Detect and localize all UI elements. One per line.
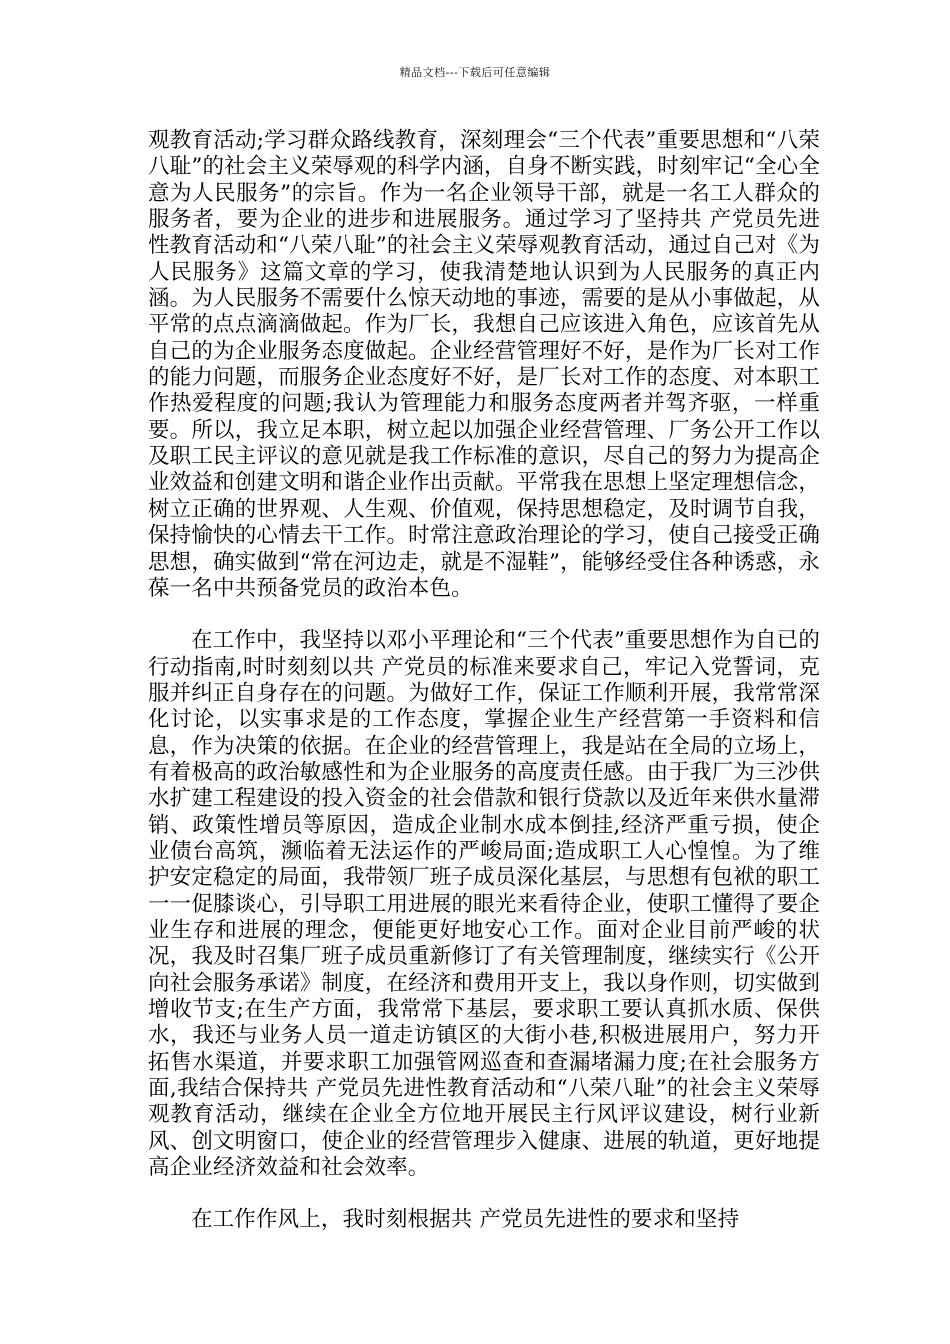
- document-body: [148, 128, 820, 1234]
- paragraph-1: 观教育活动;学习群众路线教育，深刻理会“三个代表”重要思想和“八荣八耻”的社会主义荣辱观的科学内涵，自身不断实践，时刻牢记“全心全意为人民服务”的宗旨。作为一名企业领导干部，就是一名工人群众的服务者，要为企业的进步和进展服务。通过学习了坚持共 产党员先进性教育活动和“八荣八耻”的社会主义荣辱观教育活动，通过自己对《为人民服务》这篇文章的学习，使我清楚地认识到为人民服务的真正内涵。为人民服务不需要什么惊天动地的事迹，需要的是从小事做起，从平常的点点滴滴做起。作为厂长，我想自己应该进入角色，应该首先从自己的为企业服务态度做起。企业经营管理好不好，是作为厂长对工作的能力问题，而服务企业态度好不好，是厂长对工作的态度、对本职工作热爱程度的问题;我认为管理能力和服务态度两者并驾齐驱，一样重要。所以，我立足本职，树立起以加强企业经营管理、厂务公开工作以及职工民主评议的意见就是我工作标准的意识，尽自己的努力为提高企业效益和创建文明和谐企业作出贡献。平常我在思想上坚定理想信念，树立正确的世界观、人生观、价值观，保持思想稳定，及时调节自我，保持愉快的心情去干工作。时常注意政治理论的学习，使自己接受正确思想，确实做到“常在河边走，就是不湿鞋”，能够经受住各种诱惑，永葆一名中共预备党员的政治本色。: [148, 128, 820, 601]
- paragraph-2: 在工作中，我坚持以邓小平理论和“三个代表”重要思想作为自已的行动指南,时时刻刻以共 产党员的标准来要求自己，牢记入党誓词，克服并纠正自身存在的问题。为做好工作，保证工作顺利开展，我常常深化讨论，以实事求是的工作态度，掌握企业生产经营第一手资料和信息，作为决策的依据。在企业的经营管理上，我是站在全局的立场上，有着极高的政治敏感性和为企业服务的高度责任感。由于我厂为三沙供水扩建工程建设的投入资金的社会借款和银行贷款以及近年来供水量滞销、政策性增员等原因，造成企业制水成本倒挂,经济严重亏损，使企业债台高筑，濒临着无法运作的严峻局面;造成职工人心惶惶。为了维护安定稳定的局面，我带领厂班子成员深化基层，与思想有包袱的职工一一促膝谈心，引导职工用进展的眼光来看待企业，使职工懂得了要企业生存和进展的理念，便能更好地安心工作。面对企业目前严峻的状况，我及时召集厂班子成员重新修订了有关管理制度，继续实行《公开向社会服务承诺》制度，在经济和费用开支上，我以身作则，切实做到增收节支;在生产方面，我常常下基层，要求职工要认真抓水质、保供水，我还与业务人员一道走访镇区的大街小巷,积极进展用户，努力开拓售水渠道，并要求职工加强管网巡查和查漏堵漏力度;在社会服务方面,我结合保持共 产党员先进性教育活动和“八荣八耻”的社会主义荣辱观教育活动，继续在企业全方位地开展民主行风评议建设，树行业新风、创文明窗口，使企业的经营管理步入健康、进展的轨道，更好地提高企业经济效益和社会效率。: [148, 628, 820, 1181]
- paragraph-spacer: [148, 602, 820, 628]
- paragraph-3: 在工作作风上，我时刻根据共 产党员先进性的要求和坚持: [191, 1207, 740, 1233]
- page-header: 精品文档---下载后可任意编辑: [399, 66, 551, 79]
- paragraph-spacer: [148, 1181, 820, 1207]
